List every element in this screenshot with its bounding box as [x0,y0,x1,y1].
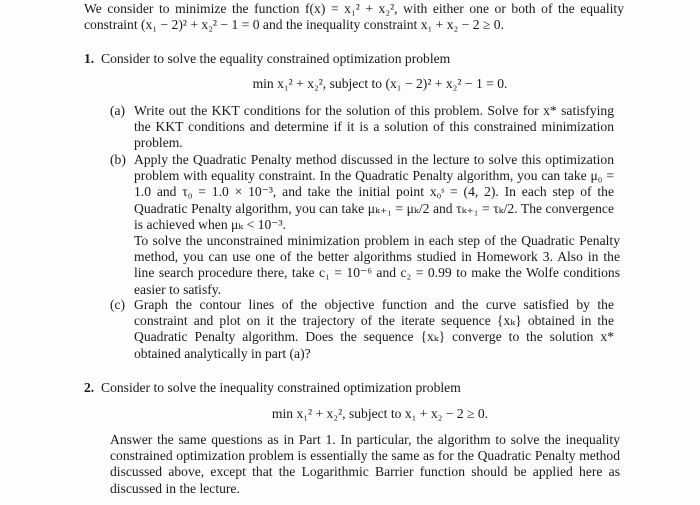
part-b-text-2: To solve the unconstrained minimization problem in each step of the Quadratic Penalty method, you can use one of the better algorithms studied in Homework 3. Also in the line search procedure there, take c₁ = 10⁻⁶ and c₂ = 0.99 to make the Wolfe conditions easier to satisfy. [134,233,620,297]
part-b-label: (b) [110,152,126,167]
problem-2-answer: Answer the same questions as in Part 1. In particular, the algorithm to solve the inequality constrained optimization problem is essentially the same as for the Quadratic Penalty method discussed above, except that the Logarithmic Barrier function should be applied here as discussed in the lecture. [110,432,620,496]
problem-2-number: 2. [84,380,95,395]
part-a-label: (a) [110,103,126,118]
problem-1-number: 1. [84,51,95,66]
part-a-text: Write out the KKT conditions for the solution of this problem. Solve for x* satisfying the KKT conditions and determine if it is a solution of this constrained minimization problem. [134,103,614,151]
part-c-text: Graph the contour lines of the objective function and the curve satisfied by the constraint and plot on it the trajectory of the iterate sequence {xₖ} obtained in the Quadratic Penalty algorithm. Does the sequence {xₖ} converge to the solution x* obtained analytically in part (a)? [134,297,614,361]
intro-paragraph: We consider to minimize the function f(x) = x₁² + x₂², with either one or both of the equality constraint (x₁ − 2)² + x₂² − 1 = 0 and the inequality constraint x₁ + x₂ − 2 ≥ 0. [84,1,624,33]
part-b-text-1: Apply the Quadratic Penalty method discussed in the lecture to solve this optimization problem with equality constraint. In the Quadratic Penalty algorithm, you can take μ₀ = 1.0 and τ₀ = 1.0 × 10⁻³, and take the initial point x₀ˢ = (4, 2). In each step of the Quadratic Penalty algorithm, you can take μₖ₊₁ = μₖ/2 and τₖ₊₁ = τₖ/2. The convergence is achieved when μₖ < 10⁻³. [134,152,614,232]
problem-1-text: Consider to solve the equality constrained optimization problem [101,51,451,66]
problem-1-display-equation: min x₁² + x₂², subject to (x₁ − 2)² + x₂² − 1 = 0. [252,76,508,91]
problem-2-display-equation: min x₁² + x₂², subject to x₁ + x₂ − 2 ≥ 0. [271,406,489,421]
problem-2-text: Consider to solve the inequality constrained optimization problem [101,380,461,395]
part-c-label: (c) [110,297,126,312]
